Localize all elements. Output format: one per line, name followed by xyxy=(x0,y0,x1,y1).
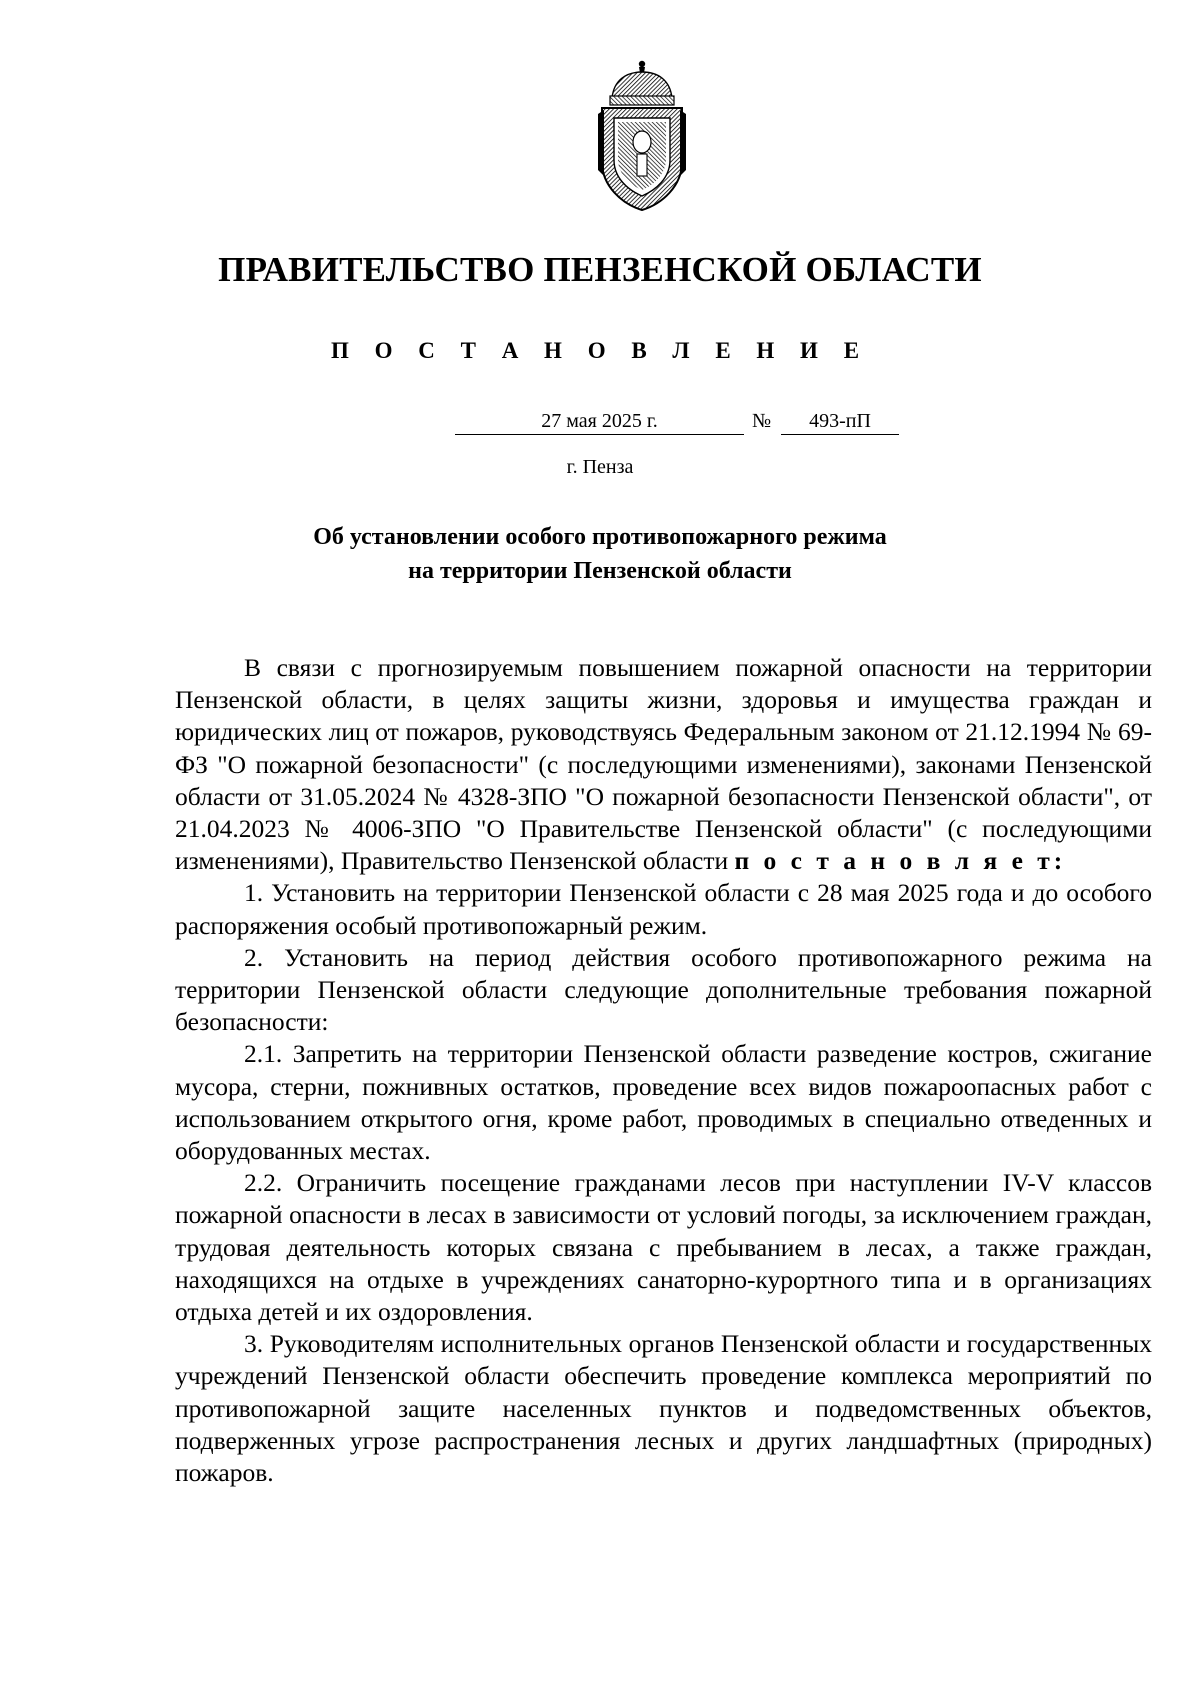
paragraph-2-1: 2.1. Запретить на территории Пензенской области разведение костров, сжигание мусора, стерни, пожнивных остатков, проведение всех видов пожароопасных работ с использованием открытого огня, кроме работ, проводимых в специально отведенных и оборудованных местах. xyxy=(175,1039,1152,1166)
penza-coat-of-arms-icon xyxy=(596,58,688,214)
number-sign: № xyxy=(752,410,772,432)
org-title: ПРАВИТЕЛЬСТВО ПЕНЗЕНСКОЙ ОБЛАСТИ xyxy=(218,250,982,289)
document-number: 493-пП xyxy=(781,410,899,435)
paragraph-2: 2. Установить на период действия особого противопожарного режима на территории Пензенской области следующие дополнительные требования пожарной безопасности: xyxy=(175,942,1152,1037)
document-subject xyxy=(0,520,1200,588)
preamble-paragraph xyxy=(175,652,1152,877)
document-type: П О С Т А Н О В Л Е Н И Е xyxy=(330,338,870,363)
subject-line-2: на территории Пензенской области xyxy=(408,558,792,584)
subject-line-1: Об установлении особого противопожарного режима xyxy=(313,524,887,550)
paragraph-2-2: 2.2. Ограничить посещение гражданами лесов при наступлении IV-V классов пожарной опасности в лесах в зависимости от условий погоды, за исключением граждан, трудовая деятельность которых связана с пребыванием в лесах, а также граждан, находящихся на отдыхе в учреждениях санаторно-курортного типа и в организациях отдыха детей и их оздоровления. xyxy=(175,1168,1152,1327)
document-body xyxy=(175,652,1152,1489)
paragraph-1: 1. Установить на территории Пензенской области с 28 мая 2025 года и до особого распоряжения особый противопожарный режим. xyxy=(175,878,1152,940)
emblem-graphic xyxy=(596,58,688,214)
document-date: 27 мая 2025 г. xyxy=(455,410,744,435)
preamble-text: В связи с прогнозируемым повышением пожарной опасности на территории Пензенской области, в целях защиты жизни, здоровья и имущества граждан и юридических лиц от пожаров, руководствуясь Федеральным законом от 21.12.1994 № 69-ФЗ "О пожарной безопасности" (с последующими изменениями), законами Пензенской области от 31.05.2024 № 4328-ЗПО "О пожарной безопасности Пензенской области", от 21.04.2023 № 4006-ЗПО "О Правительстве Пензенской области" (с последующими изменениями), Правительство Пензенской области xyxy=(175,653,1152,876)
document-city: г. Пенза xyxy=(566,456,634,478)
decree-word: п о с т а н о в л я е т: xyxy=(734,846,1067,876)
paragraph-3: 3. Руководителям исполнительных органов Пензенской области и государственных учреждений Пензенской области обеспечить проведение комплекса мероприятий по противопожарной защите населенных пунктов и подведомственных объектов, подверженных угрозе распространения лесных и других ландшафтных (природных) пожаров. xyxy=(175,1329,1152,1488)
